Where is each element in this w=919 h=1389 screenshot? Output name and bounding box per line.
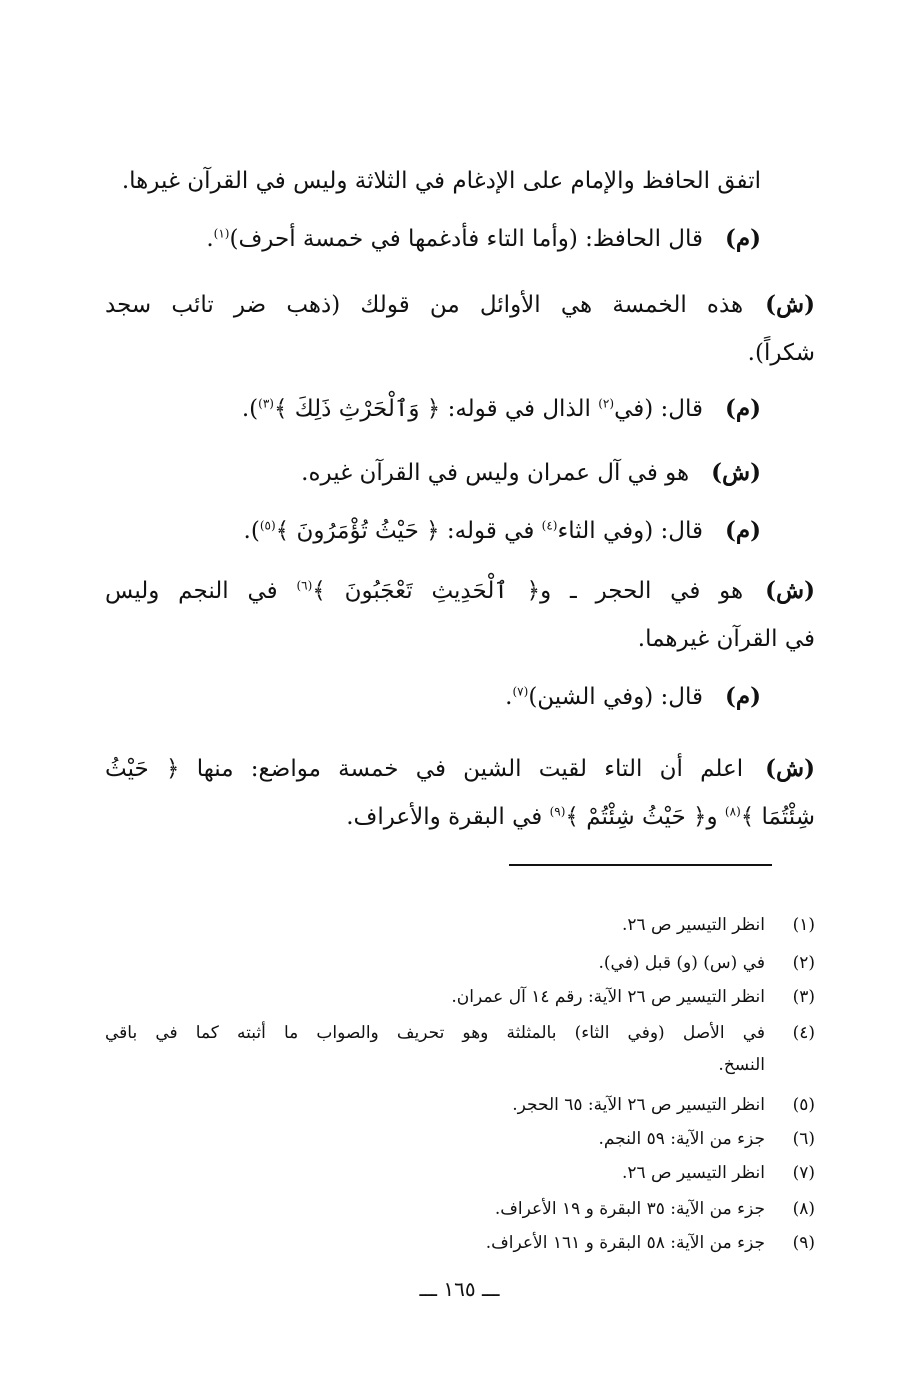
paragraph-3-line-2	[748, 336, 815, 370]
footnote-text: انظر التيسير ص ٢٦.	[621, 915, 765, 935]
footnote-text: النسخ.	[718, 1055, 765, 1075]
quran-quote: شِئْتُمَا ﴾	[740, 804, 815, 830]
paragraph-8-text: قال: (وفي الشين)	[528, 684, 703, 710]
footnote-number: (٧)	[792, 1163, 815, 1183]
footnote-1	[622, 912, 815, 938]
footnote-text: انظر التيسير ص ٢٦ الآية: رقم ١٤ آل عمران.	[451, 987, 765, 1007]
footnote-number: (١)	[792, 915, 815, 935]
matn-marker: (م)	[724, 395, 761, 422]
footnote-ref: (٣)	[258, 396, 274, 411]
footnote-7	[622, 1160, 815, 1186]
paragraph-4	[242, 392, 761, 426]
page-number: ـــ ١٦٥ ـــ	[419, 1277, 500, 1301]
sharh-marker: (ش)	[765, 755, 815, 782]
footnote-2	[599, 950, 816, 976]
footnote-8	[495, 1196, 815, 1222]
footnote-number: (٢)	[792, 953, 815, 973]
paragraph-8-end: .	[505, 684, 513, 710]
footnote-number: (٩)	[792, 1233, 815, 1253]
paragraph-1	[122, 164, 761, 198]
quran-quote: و﴿ حَيْثُ شِئْتُمْ ﴾	[565, 804, 725, 830]
footnote-ref: (١)	[213, 226, 230, 241]
footnote-ref: (٨)	[724, 804, 741, 819]
footnote-text: في الأصل (وفي الثاء) بالمثلثة وهو تحريف والصواب ما أثبته كما في باقي	[105, 1023, 765, 1043]
sharh-marker: (ش)	[711, 459, 761, 486]
paragraph-8	[505, 680, 761, 714]
footnote-ref: (٩)	[549, 804, 566, 819]
sharh-marker: (ش)	[765, 291, 815, 318]
footnote-9	[486, 1230, 815, 1256]
paragraph-6-text: قال: (وفي الثاء	[557, 518, 703, 544]
paragraph-5-text: هو في آل عمران وليس في القرآن غيره.	[301, 460, 690, 486]
footnote-ref: (٧)	[512, 684, 529, 699]
matn-marker: (م)	[724, 683, 761, 710]
paragraph-9-line-1	[105, 752, 815, 786]
paragraph-7-text-2: في القرآن غيرهما.	[637, 626, 815, 652]
paragraph-7-line-1	[105, 574, 815, 608]
footnote-text: جزء من الآية: ٣٥ البقرة و ١٩ الأعراف.	[494, 1199, 765, 1219]
paragraph-2-text: قال الحافظ: (وأما التاء فأدغمها في خمسة أحرف)	[229, 226, 703, 252]
footnote-number: (٦)	[792, 1129, 815, 1149]
footnote-3	[451, 984, 815, 1010]
quran-quote: الذال في قوله: ﴿ وَٱلْحَرْثِ ذَلِكَ ﴾	[273, 396, 599, 422]
sharh-marker: (ش)	[765, 577, 815, 604]
footnote-text: انظر التيسير ص ٢٦ الآية: ٦٥ الحجر.	[512, 1095, 765, 1115]
footnote-4-cont	[718, 1052, 765, 1078]
footnote-text: في (س) (و) قبل (في).	[598, 953, 765, 973]
paragraph-6	[244, 514, 761, 548]
paragraph-2	[206, 222, 761, 256]
footnote-number: (٤)	[792, 1023, 815, 1043]
matn-marker: (م)	[724, 225, 761, 252]
footnote-number: (٣)	[792, 987, 815, 1007]
paragraph-3-text: هذه الخمسة هي الأوائل من قولك (ذهب ضر تائب سجد	[105, 292, 744, 318]
footnote-6	[598, 1126, 815, 1152]
paragraph-9-text-2: في البقرة والأعراف.	[346, 804, 550, 830]
paragraph-2-end: .	[206, 226, 214, 252]
paragraph-3-line-1	[105, 288, 815, 322]
paragraph-6-end: ).	[243, 518, 260, 544]
paragraph-7-text: في النجم وليس	[105, 578, 297, 604]
footnote-text: جزء من الآية: ٥٩ النجم.	[598, 1129, 765, 1149]
footnote-4	[105, 1020, 815, 1046]
footnote-number: (٨)	[792, 1199, 815, 1219]
footnote-ref: (٦)	[296, 578, 313, 593]
paragraph-9-line-2	[346, 800, 815, 834]
paragraph-9-text: اعلم أن التاء لقيت الشين في خمسة مواضع: منها ﴿ حَيْثُ	[105, 756, 744, 782]
matn-marker: (م)	[724, 517, 761, 544]
footnote-5	[512, 1092, 815, 1118]
footnote-text: انظر التيسير ص ٢٦.	[621, 1163, 765, 1183]
quran-quote: في قوله: ﴿ حَيْثُ تُؤْمَرُونَ ﴾	[275, 518, 542, 544]
footnote-separator	[509, 864, 772, 866]
footnote-text: جزء من الآية: ٥٨ البقرة و ١٦١ الأعراف.	[485, 1233, 765, 1253]
footnote-number: (٥)	[792, 1095, 815, 1115]
paragraph-1-text: اتفق الحافظ والإمام على الإدغام في الثلاثة وليس في القرآن غيرها.	[121, 168, 761, 194]
paragraph-4-text: قال: (في	[614, 396, 703, 422]
footnote-ref: (٥)	[259, 518, 276, 533]
footnote-ref: (٢)	[598, 396, 615, 411]
paragraph-7-line-2	[638, 622, 815, 656]
footnote-ref: (٤)	[541, 518, 558, 533]
paragraph-3-text-2: شكراً).	[747, 340, 815, 366]
quran-quote: هو في الحجر ـ و﴿ ٱلْحَدِيثِ تَعْجَبُونَ ﴾	[312, 578, 744, 604]
paragraph-4-end: ).	[241, 396, 259, 422]
paragraph-5	[301, 456, 761, 490]
